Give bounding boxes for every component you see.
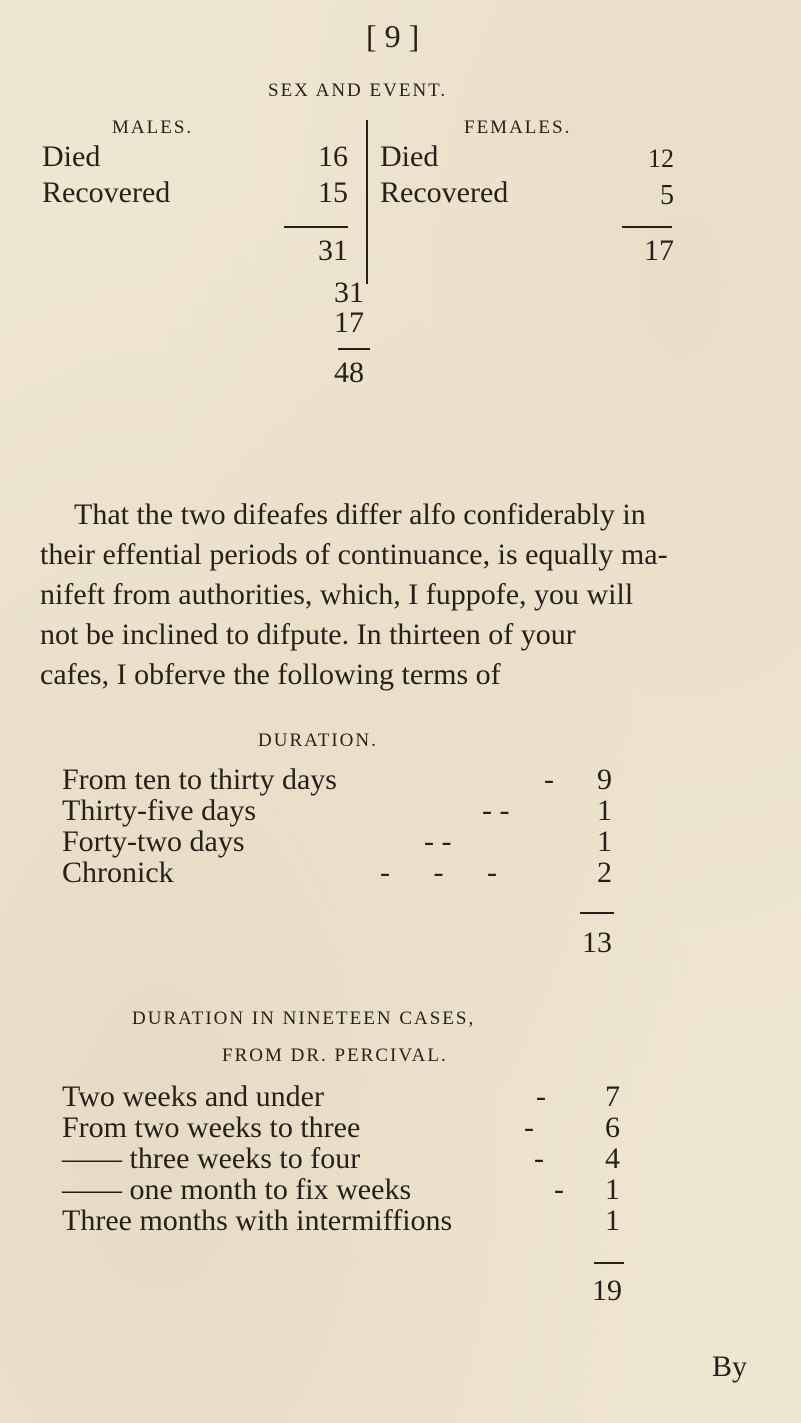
sex-event-heading: SEX AND EVENT. (268, 80, 448, 101)
males-died-value: 16 (318, 140, 348, 173)
nineteen-row-value: 7 (605, 1080, 620, 1113)
duration-row-value: 2 (597, 856, 612, 889)
nineteen-row-label: —— three weeks to four (62, 1142, 361, 1175)
nineteen-row-dashes: - (524, 1111, 534, 1144)
males-recovered-label: Recovered (42, 176, 171, 209)
females-recovered-value: 5 (660, 180, 674, 211)
grand-sum-rule (338, 348, 370, 350)
duration-row-dashes: - - - (380, 856, 497, 889)
duration-row-label: Chronick (62, 856, 174, 889)
paragraph-line-3: nifeft from authorities, which, I fuppofe, you will (40, 578, 634, 611)
duration-row-dashes: - - (424, 825, 452, 858)
nineteen-sum-rule (594, 1262, 624, 1264)
nineteen-row-dashes: - (536, 1080, 546, 1113)
nineteen-row-label: Three months with intermiffions (62, 1204, 453, 1237)
females-label: FEMALES. (464, 117, 572, 138)
nineteen-row-label: Two weeks and under (62, 1080, 324, 1113)
column-divider (366, 120, 368, 284)
duration-row-dashes: - (544, 763, 554, 796)
females-total: 17 (644, 234, 674, 267)
paragraph-line-1: That the two difeafes differ alfo confiderably in (74, 498, 646, 531)
nineteen-row-label: From two weeks to three (62, 1111, 361, 1144)
males-label: MALES. (112, 117, 194, 138)
duration-heading: DURATION. (258, 730, 378, 751)
nineteen-row-dashes: - (534, 1142, 544, 1175)
nineteen-row-label: —— one month to fix weeks (62, 1173, 412, 1206)
females-sum-rule (622, 226, 672, 228)
males-died-label: Died (42, 140, 101, 173)
nineteen-row-value: 6 (605, 1111, 620, 1144)
nineteen-row-value: 1 (605, 1173, 620, 1206)
duration-row-value: 1 (597, 825, 612, 858)
grand-males: 31 (334, 276, 364, 309)
duration-row-value: 9 (597, 763, 612, 796)
males-total: 31 (318, 234, 348, 267)
females-recovered-label: Recovered (380, 176, 509, 209)
page-number: [ 9 ] (366, 18, 420, 54)
duration-row-dashes: - - (482, 794, 510, 827)
females-died-label: Died (380, 140, 439, 173)
duration-total: 13 (582, 926, 612, 959)
paragraph-line-5: cafes, I obferve the following terms of (40, 658, 501, 691)
nineteen-row-value: 1 (605, 1204, 620, 1237)
nineteen-total: 19 (592, 1274, 622, 1307)
duration-row-label: Forty-two days (62, 825, 245, 858)
duration-nineteen-heading: DURATION IN NINETEEN CASES, (132, 1008, 476, 1029)
males-recovered-value: 15 (318, 176, 348, 209)
duration-row-label: From ten to thirty days (62, 763, 337, 796)
females-died-value: 12 (648, 144, 674, 173)
duration-sum-rule (580, 912, 614, 914)
duration-row-label: Thirty-five days (62, 794, 257, 827)
males-sum-rule (284, 226, 348, 228)
nineteen-row-value: 4 (605, 1142, 620, 1175)
duration-row-value: 1 (597, 794, 612, 827)
paragraph-line-2: their effential periods of continuance, is equally ma- (40, 538, 668, 571)
catchword: By (712, 1350, 748, 1383)
grand-females: 17 (334, 306, 364, 339)
grand-total: 48 (334, 356, 364, 389)
paragraph-line-4: not be inclined to difpute. In thirteen of your (40, 618, 576, 651)
nineteen-row-dashes: - (554, 1173, 564, 1206)
duration-nineteen-subheading: FROM DR. PERCIVAL. (222, 1045, 448, 1066)
